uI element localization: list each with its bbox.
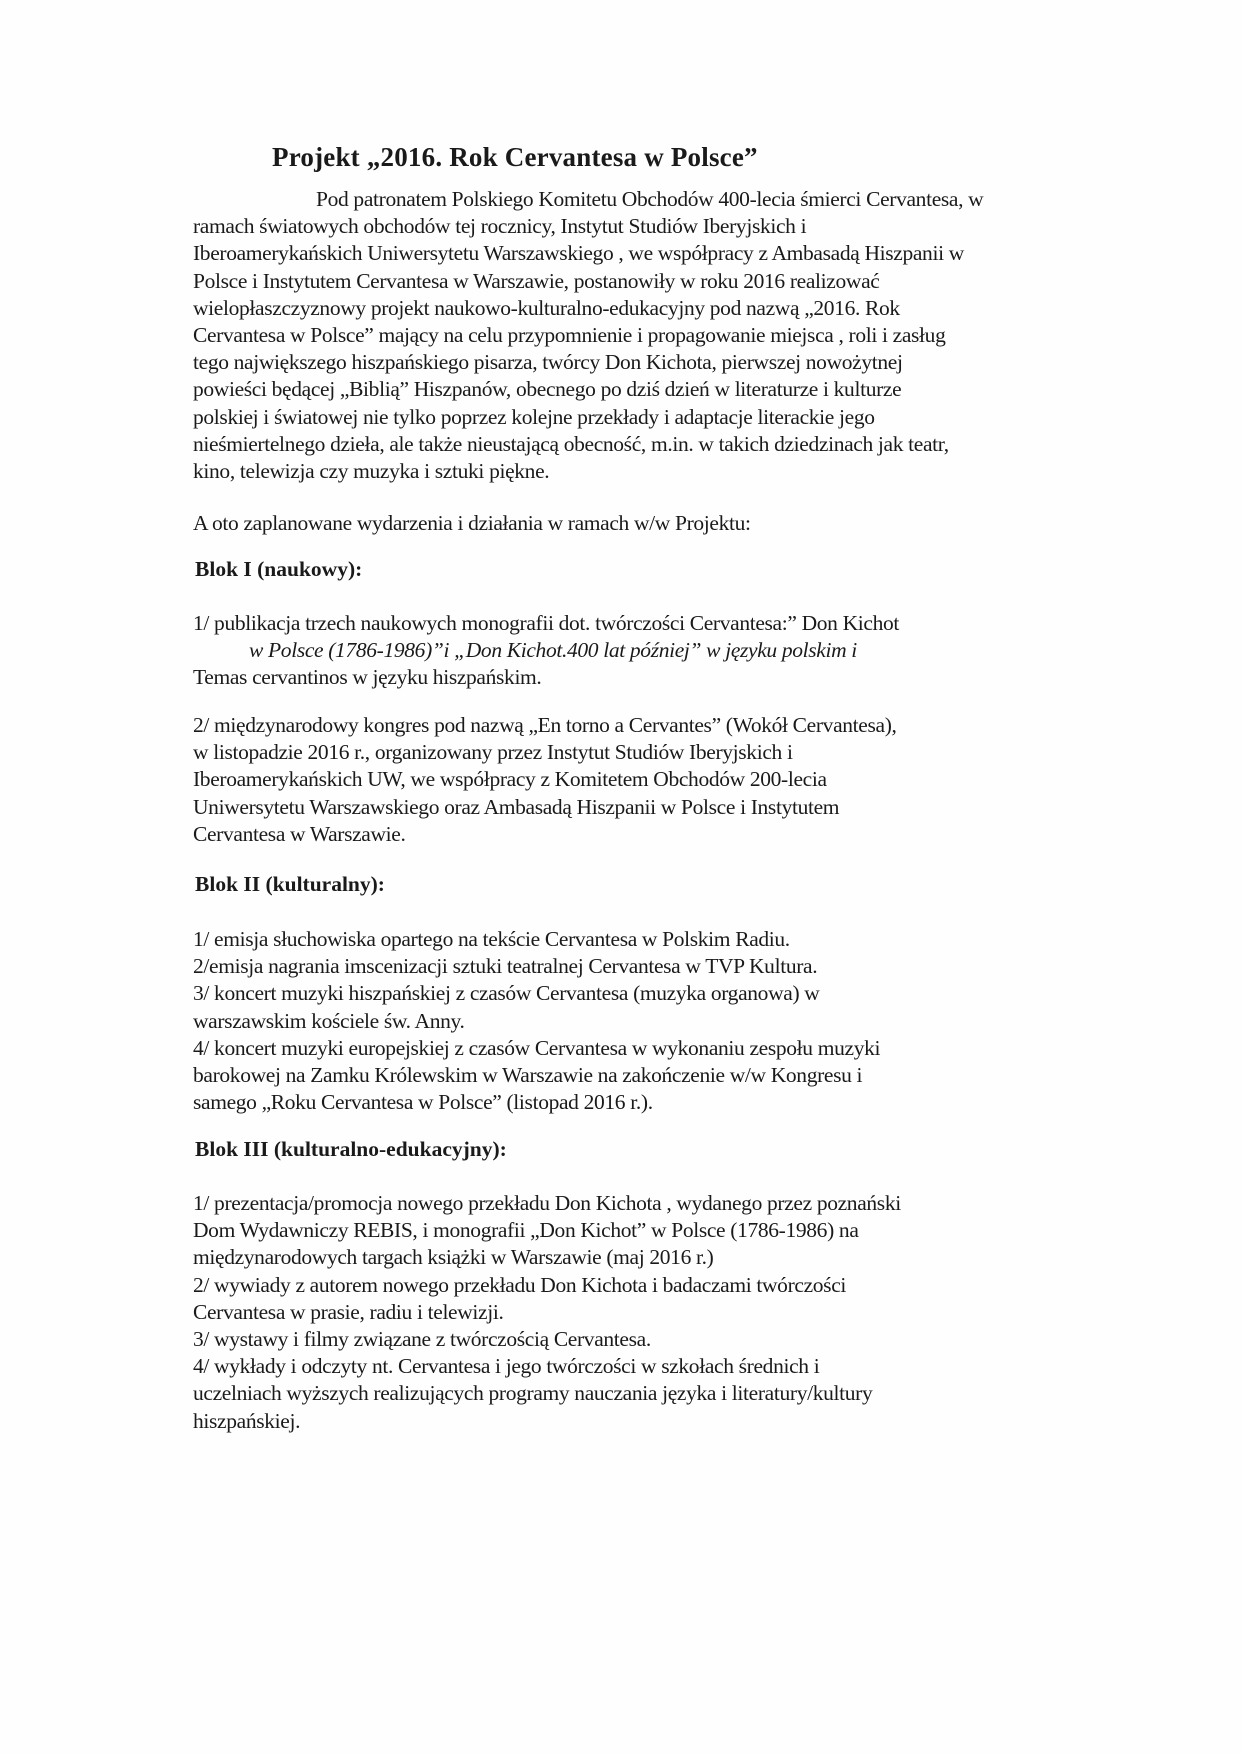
planned-intro — [193, 510, 1023, 537]
block-3-line: 4/ wykłady i odczyty nt. Cervantesa i jego twórczości w szkołach średnich i — [193, 1354, 820, 1379]
block-1-item-1-line: w Polsce (1786-1986)”i „Don Kichot.400 lat później” w języku polskim i — [249, 638, 857, 663]
block-1-item-2-line: Uniwersytetu Warszawskiego oraz Ambasadą Hiszpanii w Polsce i Instytutem — [193, 794, 840, 819]
block-3-line: Cervantesa w prasie, radiu i telewizji. — [193, 1299, 504, 1324]
block-1-item-2-line: w listopadzie 2016 r., organizowany przez Instytut Studiów Iberyjskich i — [193, 740, 793, 765]
block-2-heading: Blok II (kulturalny): — [195, 872, 385, 896]
block-2-list — [193, 926, 1023, 1116]
block-3-heading: Blok III (kulturalno-edukacyjny): — [195, 1137, 507, 1161]
block-3-line: międzynarodowych targach książki w Warszawie (maj 2016 r.) — [193, 1245, 714, 1270]
intro-line: wielopłaszczyznowy projekt naukowo-kulturalno-edukacyjny pod nazwą „2016. Rok — [193, 295, 900, 320]
intro-line: ramach światowych obchodów tej rocznicy, Instytut Studiów Iberyjskich i — [193, 214, 807, 239]
block-2-line: samego „Roku Cervantesa w Polsce” (listopad 2016 r.). — [193, 1090, 653, 1115]
block-1-item-2-line: Cervantesa w Warszawie. — [193, 821, 406, 846]
block-3-line: 3/ wystawy i filmy związane z twórczością Cervantesa. — [193, 1327, 651, 1352]
block-3-line: hiszpańskiej. — [193, 1408, 301, 1433]
document-title: Projekt „2016. Rok Cervantesa w Polsce” — [272, 142, 758, 172]
block-2-line: warszawskim kościele św. Anny. — [193, 1008, 465, 1033]
block-3-line: 1/ prezentacja/promocja nowego przekładu Don Kichota , wydanego przez poznański — [193, 1191, 901, 1215]
block-2-line: 1/ emisja słuchowiska opartego na tekście Cervantesa w Polskim Radiu. — [193, 927, 790, 951]
block-2-line: barokowej na Zamku Królewskim w Warszawie na zakończenie w/w Kongresu i — [193, 1063, 863, 1088]
block-1-item-2 — [193, 712, 1023, 848]
block-2-line: 2/emisja nagrania imscenizacji sztuki teatralnej Cervantesa w TVP Kultura. — [193, 954, 818, 979]
block-3-line: uczelniach wyższych realizujących programy nauczania języka i literatury/kultury — [193, 1381, 873, 1406]
block-3-line: 2/ wywiady z autorem nowego przekładu Don Kichota i badaczami twórczości — [193, 1272, 847, 1297]
intro-line: Polsce i Instytutem Cervantesa w Warszawie, postanowiły w roku 2016 realizować — [193, 268, 880, 293]
block-3-line: Dom Wydawniczy REBIS, i monografii „Don Kichot” w Polsce (1786-1986) na — [193, 1218, 859, 1243]
intro-line: nieśmiertelnego dzieła, ale także nieustającą obecność, m.in. w takich dziedzinach jak teatr, — [193, 431, 949, 456]
intro-line: powieści będącej „Biblią” Hiszpanów, obecnego po dziś dzień w literaturze i kulturze — [193, 377, 902, 402]
block-2-line: 4/ koncert muzyki europejskiej z czasów Cervantesa w wykonaniu zespołu muzyki — [193, 1035, 881, 1060]
block-1-item-1-line: 1/ publikacja trzech naukowych monografii dot. twórczości Cervantesa:” Don Kichot — [193, 611, 899, 635]
intro-line: Cervantesa w Polsce” mający na celu przypomnienie i propagowanie miejsca , roli i zasług — [193, 323, 946, 348]
intro-line: tego największego hiszpańskiego pisarza, twórcy Don Kichota, pierwszej nowożytnej — [193, 350, 903, 375]
block-3-list — [193, 1190, 1023, 1435]
intro-line: Pod patronatem Polskiego Komitetu Obchodów 400-lecia śmierci Cervantesa, w — [316, 187, 984, 211]
intro-line: polskiej i światowej nie tylko poprzez kolejne przekłady i adaptacje literackie jego — [193, 404, 875, 429]
intro-line: kino, telewizja czy muzyka i sztuki piękne. — [193, 459, 550, 484]
block-1-item-1 — [193, 610, 1023, 692]
intro-paragraph — [193, 186, 1023, 485]
intro-line: Iberoamerykańskich Uniwersytetu Warszawskiego , we współpracy z Ambasadą Hiszpanii w — [193, 241, 964, 266]
block-2-line: 3/ koncert muzyki hiszpańskiej z czasów Cervantesa (muzyka organowa) w — [193, 981, 820, 1006]
block-1-item-2-line: Iberoamerykańskich UW, we współpracy z Komitetem Obchodów 200-lecia — [193, 767, 827, 792]
block-1-heading: Blok I (naukowy): — [195, 557, 363, 581]
block-1-item-2-line: 2/ międzynarodowy kongres pod nazwą „En torno a Cervantes” (Wokół Cervantesa), — [193, 713, 897, 737]
block-1-item-1-line: Temas cervantinos w języku hiszpańskim. — [193, 665, 542, 690]
planned-intro-text: A oto zaplanowane wydarzenia i działania w ramach w/w Projektu: — [193, 511, 751, 535]
